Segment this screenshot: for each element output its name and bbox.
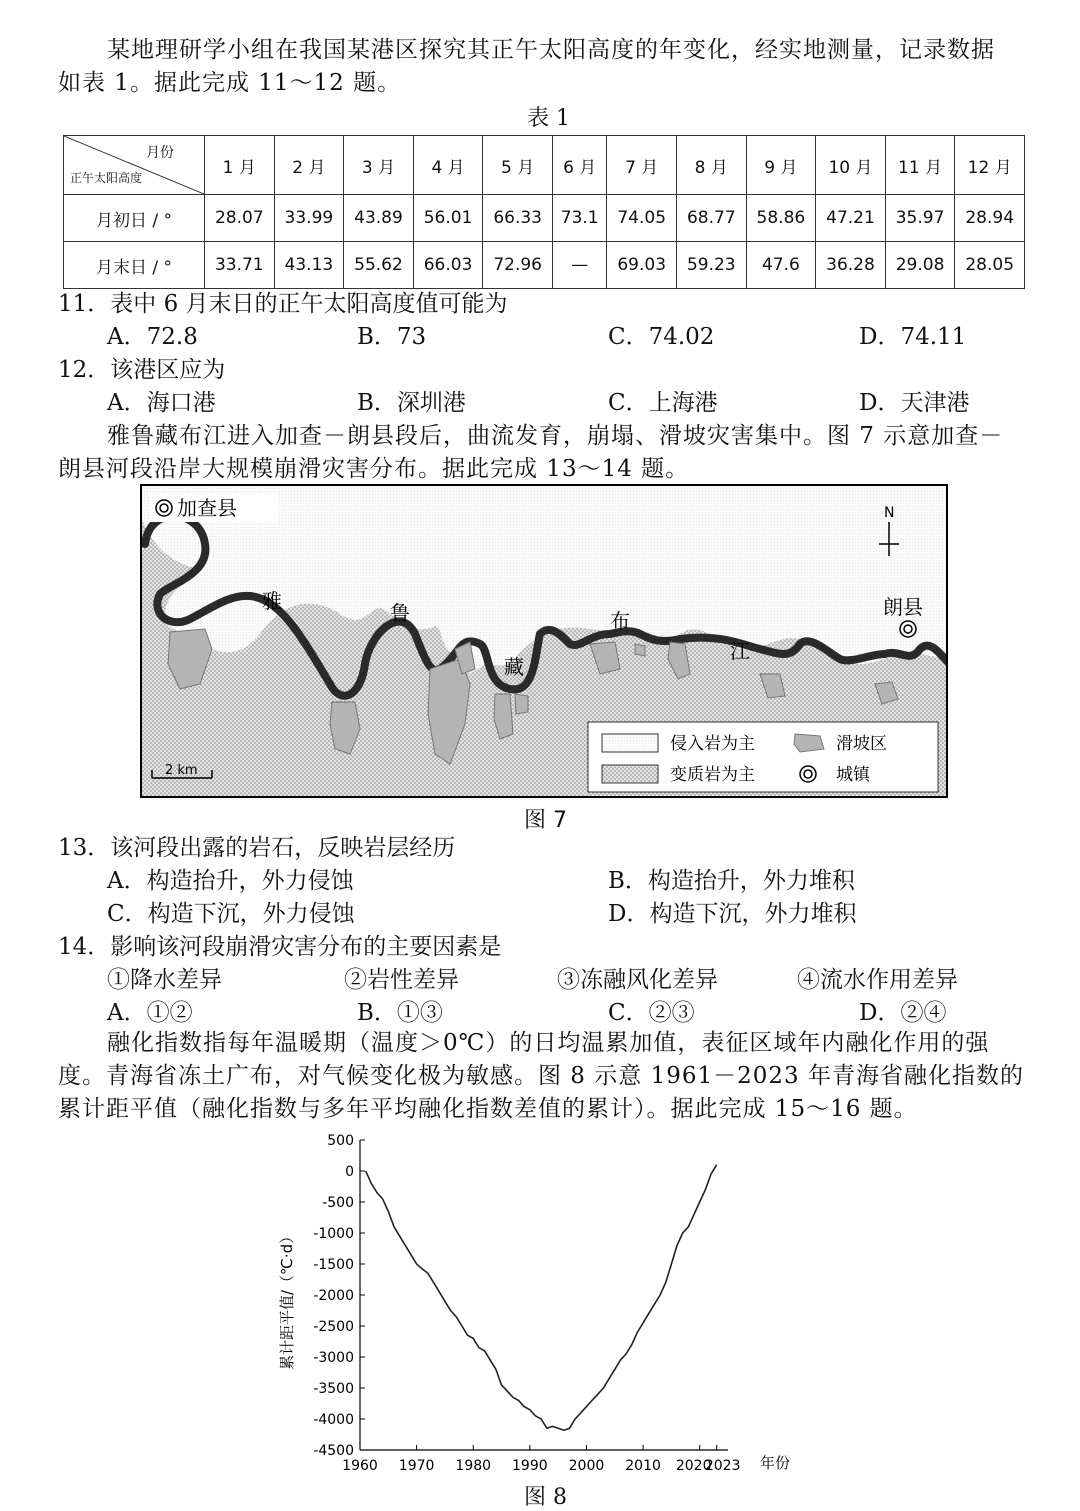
landslide-map [140,484,948,798]
month-header: 8 月 [677,136,747,195]
month-header: 1 月 [205,136,275,195]
y-tick-label: -2500 [313,1319,354,1335]
intro-line: 融化指数指每年温暖期（温度＞0℃）的日均温累加值，表征区域年内融化作用的强 [107,1030,990,1056]
legend-metamorphic-swatch [602,765,658,783]
month-header: 11 月 [885,136,955,195]
intro-line: 累计距平值（融化指数与多年平均融化指数差值的累计）。据此完成 15～16 题。 [58,1096,918,1122]
question-12-option-d[interactable]: D．天津港 [859,390,970,416]
intro-line: 雅鲁藏布江进入加查－朗县段后，曲流发育，崩塌、滑坡灾害集中。图 7 示意加查－ [107,423,1004,449]
table-cell: 36.28 [816,242,886,289]
x-tick-label: 1970 [398,1458,435,1474]
question-11-option-c[interactable]: C．74.02 [608,324,715,350]
y-tick-label: -1500 [313,1257,354,1273]
question-13-option-c[interactable]: C．构造下沉，外力侵蚀 [107,901,355,927]
x-tick-label: 2010 [625,1458,661,1474]
month-header: 5 月 [483,136,553,195]
table-cell: 59.23 [677,242,747,289]
intro-line: 某地理研学小组在我国某港区探究其正午太阳高度的年变化，经实地测量，记录数据 [107,37,995,63]
intro-paragraph-1 [58,34,1038,100]
table-cell: 33.71 [205,242,275,289]
factor-4: ④流水作用差异 [797,967,958,993]
table-cell: 68.77 [677,195,747,242]
landslide-zone [635,644,645,656]
question-14-option-c[interactable]: C．②③ [608,1000,695,1026]
river-label: 鲁 [390,601,410,625]
y-tick-label: 0 [345,1164,354,1180]
figure-8-caption: 图 8 [524,1485,567,1510]
table-row [64,242,1025,289]
table-cell: 28.05 [955,242,1025,289]
table-row [64,195,1025,242]
y-tick-label: -3500 [313,1381,354,1397]
question-14-option-d[interactable]: D．②④ [859,1000,947,1026]
town-label-jiacha: 加查县 [177,496,237,520]
question-13-option-a[interactable]: A．构造抬升，外力侵蚀 [107,868,354,894]
table-cell: 58.86 [746,195,816,242]
question-11-option-a[interactable]: A．72.8 [107,324,198,350]
y-tick-label: 500 [327,1133,354,1149]
row-label: 月初日 / ° [64,195,205,242]
x-axis-label: 年份 [760,1454,791,1472]
factor-2: ②岩性差异 [344,967,459,993]
scale-label: 2 km [165,763,198,778]
month-header: 10 月 [816,136,886,195]
x-tick-label: 1990 [512,1458,548,1474]
x-tick-label: 2000 [568,1458,605,1474]
figure-7-caption: 图 7 [524,808,567,833]
question-12-option-c[interactable]: C．上海港 [608,390,718,416]
corner-top-label: 月份 [146,145,174,161]
intro-line: 度。青海省冻土广布，对气候变化极为敏感。图 8 示意 1961－2023 年青海省融化指数的 [58,1063,1024,1089]
table-cell: 35.97 [885,195,955,242]
month-header: 4 月 [413,136,483,195]
x-tick-label: 2020 [675,1458,712,1474]
question-13-stem: 13．该河段出露的岩石，反映岩层经历 [58,835,456,861]
month-header: 9 月 [746,136,816,195]
legend-metamorphic-label: 变质岩为主 [670,765,755,785]
table-cell: 69.03 [607,242,677,289]
table-cell: 66.03 [413,242,483,289]
question-12-option-a[interactable]: A．海口港 [107,390,216,416]
month-header: 6 月 [552,136,606,195]
legend-landslide-swatch [794,734,824,752]
melting-index-chart [270,1128,830,1478]
y-tick-label: -3000 [313,1350,354,1366]
factor-1: ①降水差异 [107,967,222,993]
y-tick-label: -500 [322,1195,354,1211]
month-header: 2 月 [274,136,344,195]
river-label: 布 [610,609,630,633]
table-cell: 29.08 [885,242,955,289]
table-cell: 28.07 [205,195,275,242]
question-11-option-d[interactable]: D．74.11 [859,324,967,350]
river-label: 江 [730,639,750,663]
y-tick-label: -4500 [313,1443,354,1459]
intro-line: 如表 1。据此完成 11～12 题。 [58,70,402,96]
table-cell: 47.6 [746,242,816,289]
legend-town-label: 城镇 [836,765,870,785]
question-12-option-b[interactable]: B．深圳港 [357,390,466,416]
legend-landslide-label: 滑坡区 [836,734,887,754]
legend-intrusive-label: 侵入岩为主 [670,734,755,754]
y-tick-label: -2000 [313,1288,354,1304]
legend-intrusive-swatch [602,734,658,752]
question-11-option-b[interactable]: B．73 [357,324,427,350]
river-label: 藏 [504,655,524,679]
table-cell: — [552,242,606,289]
question-11-stem: 11．表中 6 月末日的正午太阳高度值可能为 [58,291,508,317]
town-label-langxian: 朗县 [883,595,923,619]
x-tick-label: 1980 [455,1458,492,1474]
x-tick-label: 2023 [704,1458,741,1474]
intro-line: 朗县河段沿岸大规模崩滑灾害分布。据此完成 13～14 题。 [58,456,690,482]
question-12-stem: 12．该港区应为 [58,357,226,383]
table-caption: 表 1 [527,106,570,131]
y-tick-label: -4000 [313,1412,354,1428]
question-13-option-b[interactable]: B．构造抬升，外力堆积 [608,868,855,894]
solar-altitude-table [63,135,1025,289]
table-corner-cell [64,136,205,195]
town-icon [900,621,916,637]
intro-paragraph-2 [58,420,1038,486]
question-14-stem: 14．影响该河段崩滑灾害分布的主要因素是 [58,934,502,960]
north-label: N [884,505,895,521]
table-cell: 55.62 [344,242,414,289]
month-header: 7 月 [607,136,677,195]
table-cell: 74.05 [607,195,677,242]
table-cell: 43.13 [274,242,344,289]
table-cell: 72.96 [483,242,553,289]
table-cell: 47.21 [816,195,886,242]
factor-3: ③冻融风化差异 [557,967,718,993]
month-header: 3 月 [344,136,414,195]
question-14-option-a[interactable]: A．①② [107,1000,193,1026]
table-cell: 73.1 [552,195,606,242]
corner-bottom-label: 正午太阳高度 [70,171,143,185]
intro-paragraph-3 [58,1027,1038,1126]
y-tick-label: -1000 [313,1226,354,1242]
table-cell: 66.33 [483,195,553,242]
question-14-option-b[interactable]: B．①③ [357,1000,443,1026]
question-13-option-d[interactable]: D．构造下沉，外力堆积 [608,901,857,927]
table-cell: 56.01 [413,195,483,242]
river-label: 雅 [262,589,282,613]
x-tick-label: 1960 [342,1458,378,1474]
y-axis-label: 累计距平值/（℃·d） [278,1228,296,1370]
table-cell: 33.99 [274,195,344,242]
month-header: 12 月 [955,136,1025,195]
series-line [366,1165,717,1430]
landslide-zone [515,694,528,714]
table-header-row [64,136,1025,195]
table-cell: 43.89 [344,195,414,242]
row-label: 月末日 / ° [64,242,205,289]
table-cell: 28.94 [955,195,1025,242]
